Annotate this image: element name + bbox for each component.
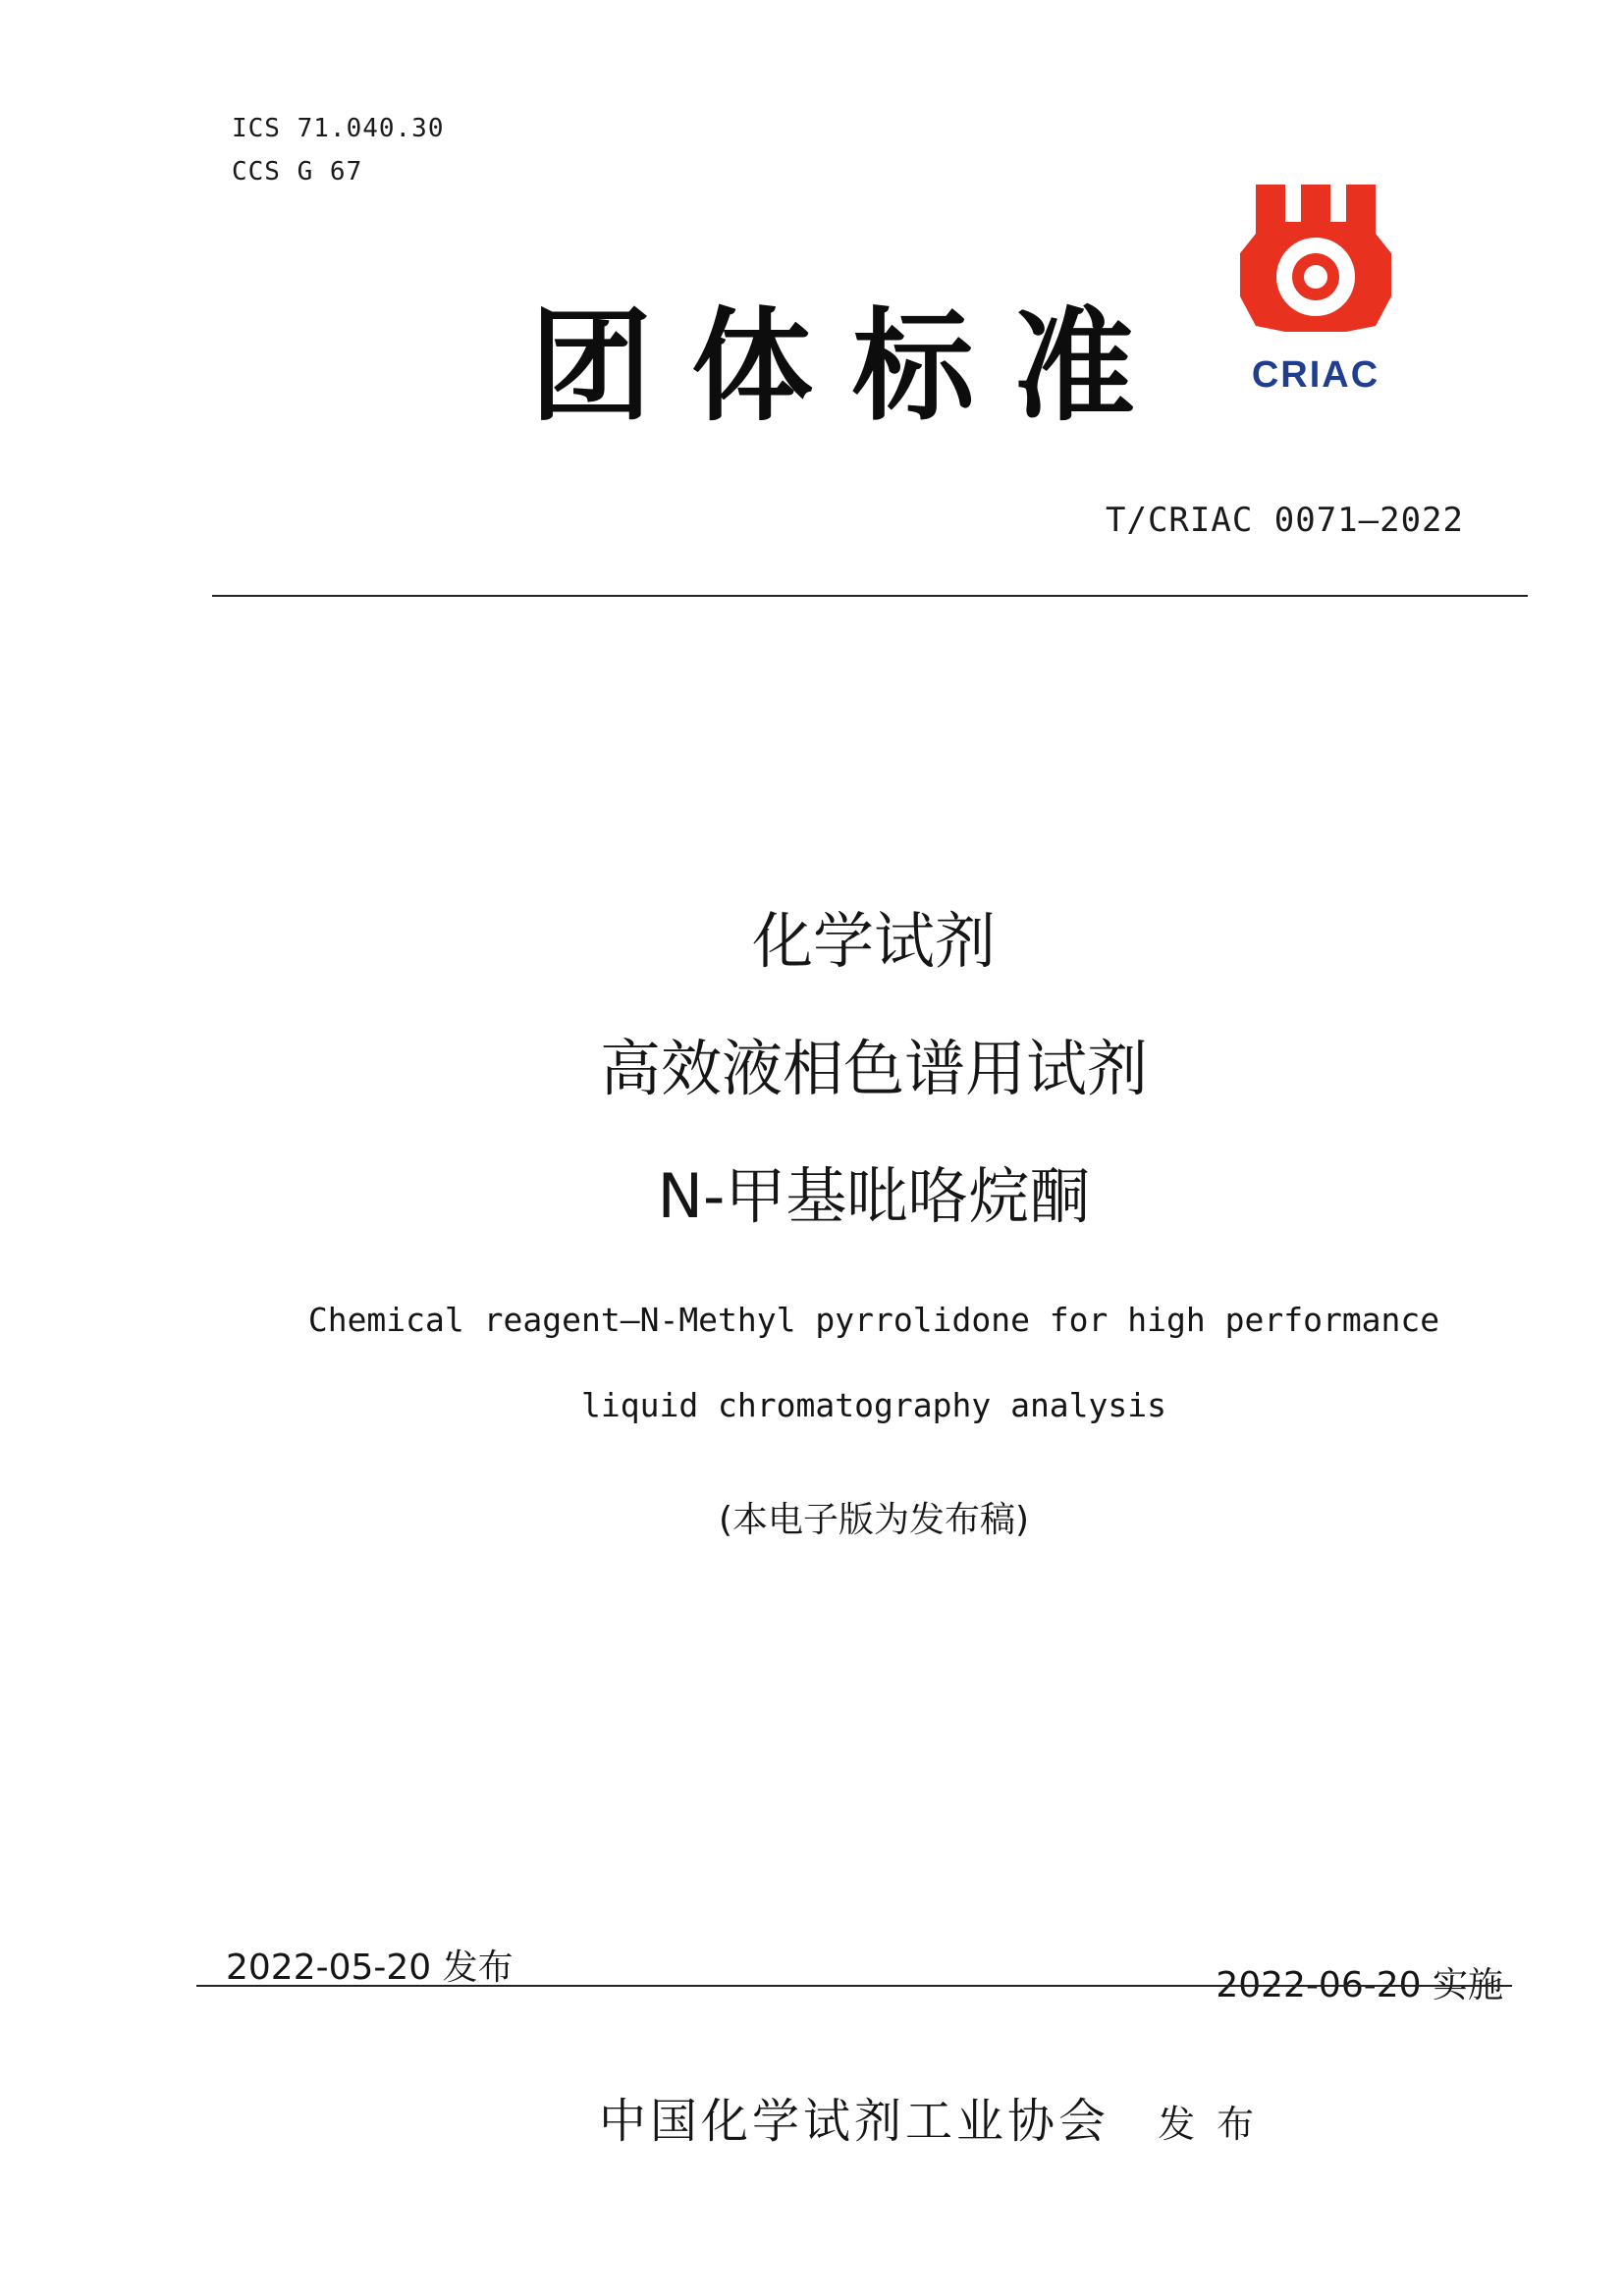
publisher-name: 中国化学试剂工业协会 (599, 2094, 1110, 2149)
ccs-code: CCS G 67 (232, 157, 363, 187)
implement-date: 2022-06-20 实施 (1216, 1965, 1503, 2005)
publisher-row (599, 2083, 1275, 2151)
publisher-verb: 发布 (1158, 2103, 1276, 2146)
ics-code: ICS 71.040.30 (232, 114, 445, 143)
date-divider (196, 1985, 1512, 1987)
criac-logo (1232, 179, 1399, 404)
title-zh-line1: 化学试剂 (751, 905, 996, 977)
title-zh-line3: N-甲基吡咯烷酮 (657, 1160, 1091, 1232)
header-divider (212, 595, 1528, 597)
emblem-core (1304, 265, 1327, 289)
title-zh-line2: 高效液相色谱用试剂 (599, 1033, 1148, 1104)
criac-emblem-icon (1232, 179, 1399, 404)
title-en-line2: liquid chromatography analysis (580, 1386, 1167, 1424)
standard-number: T/CRIAC 0071—2022 (1106, 501, 1464, 540)
criac-logo-text: CRIAC (1251, 354, 1380, 396)
draft-note: (本电子版为发布稿) (718, 1500, 1030, 1540)
standard-kind-heading: 团体标准 (530, 296, 1175, 438)
issue-date: 2022-05-20 发布 (226, 1948, 514, 1988)
title-en-line1: Chemical reagent—N-Methyl pyrrolidone for high performance (307, 1301, 1440, 1339)
